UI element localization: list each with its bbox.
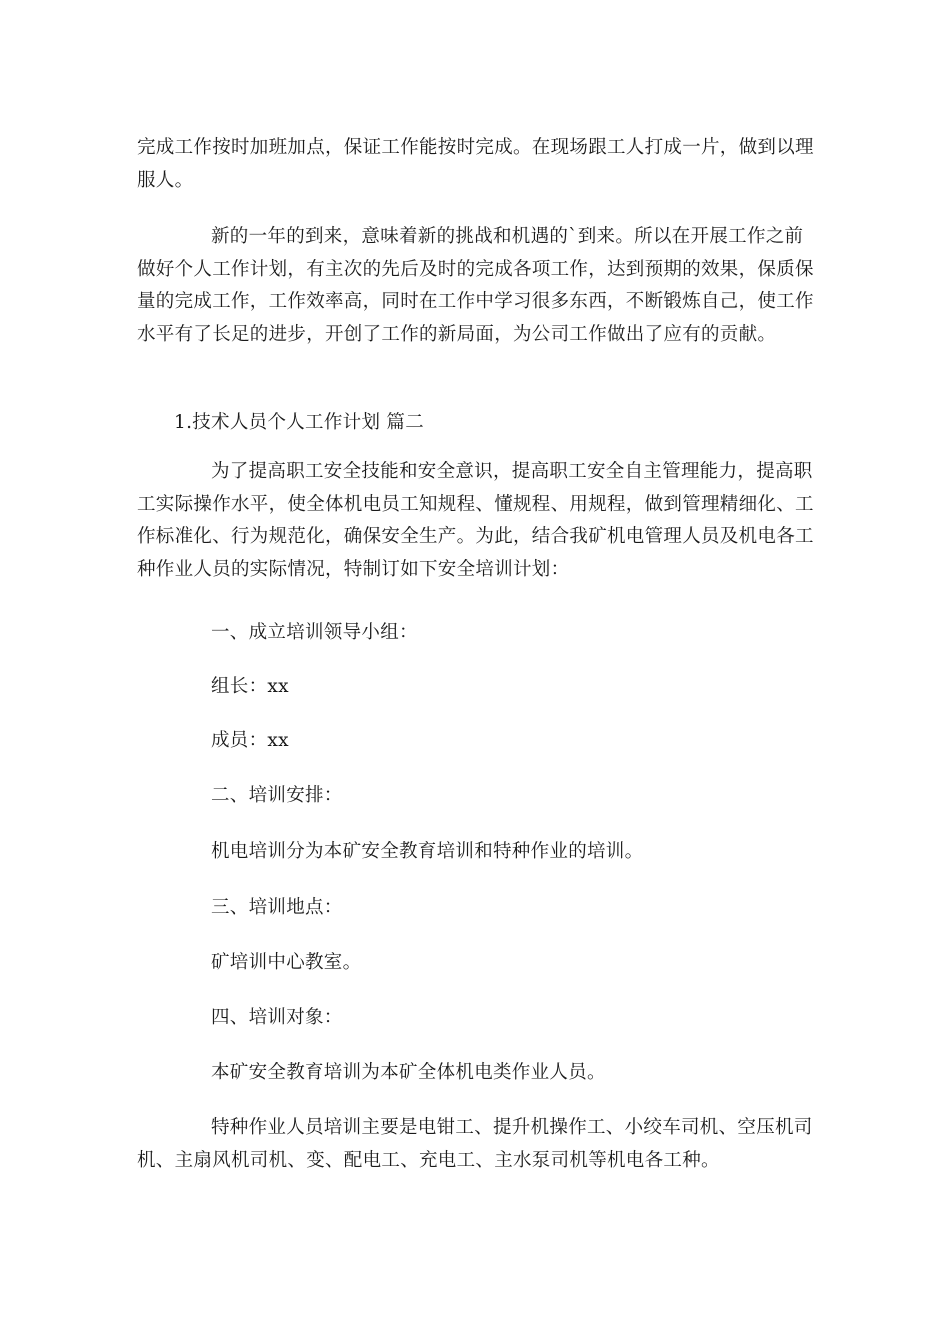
group-leader: 组长：xx: [211, 676, 289, 697]
section-heading: 1.技术人员个人工作计划 篇二: [174, 412, 425, 433]
section-2-title: 二、培训安排：: [211, 785, 343, 806]
section-4-title: 四、培训对象：: [211, 1007, 343, 1028]
section-3-body: 矿培训中心教室。: [211, 952, 362, 973]
section-3-title: 三、培训地点：: [211, 897, 343, 918]
section-1-title: 一、成立培训领导小组：: [211, 622, 418, 643]
paragraph-new-year: 新的一年的到来，意味着新的挑战和机遇的`到来。所以在开展工作之前做好个人工作计划，有主次的先后及时的完成各项工作，达到预期的效果，保质保量的完成工作，工作效率高，同时在工作中学习很多东西，不断锻炼自己，使工作水平有了长足的进步，开创了工作的新局面，为公司工作做出了应有的贡献。: [137, 226, 814, 345]
paragraph-overtime: 完成工作按时加班加点，保证工作能按时完成。在现场跟工人打成一片，做到以理服人。: [137, 137, 814, 191]
section-4-body-2: 特种作业人员培训主要是电钳工、提升机操作工、小绞车司机、空压机司机、主扇风机司机、变、配电工、充电工、主水泵司机等机电各工种。: [137, 1117, 813, 1171]
paragraph-training-purpose: 为了提高职工安全技能和安全意识，提高职工安全自主管理能力，提高职工实际操作水平，使全体机电员工知规程、懂规程、用规程，做到管理精细化、工作标准化、行为规范化，确保安全生产。为此，结合我矿机电管理人员及机电各工种作业人员的实际情况，特制订如下安全培训计划：: [137, 461, 814, 580]
group-members: 成员：xx: [211, 730, 289, 751]
section-2-body: 机电培训分为本矿安全教育培训和特种作业的培训。: [211, 841, 644, 862]
section-4-body-1: 本矿安全教育培训为本矿全体机电类作业人员。: [211, 1062, 606, 1083]
